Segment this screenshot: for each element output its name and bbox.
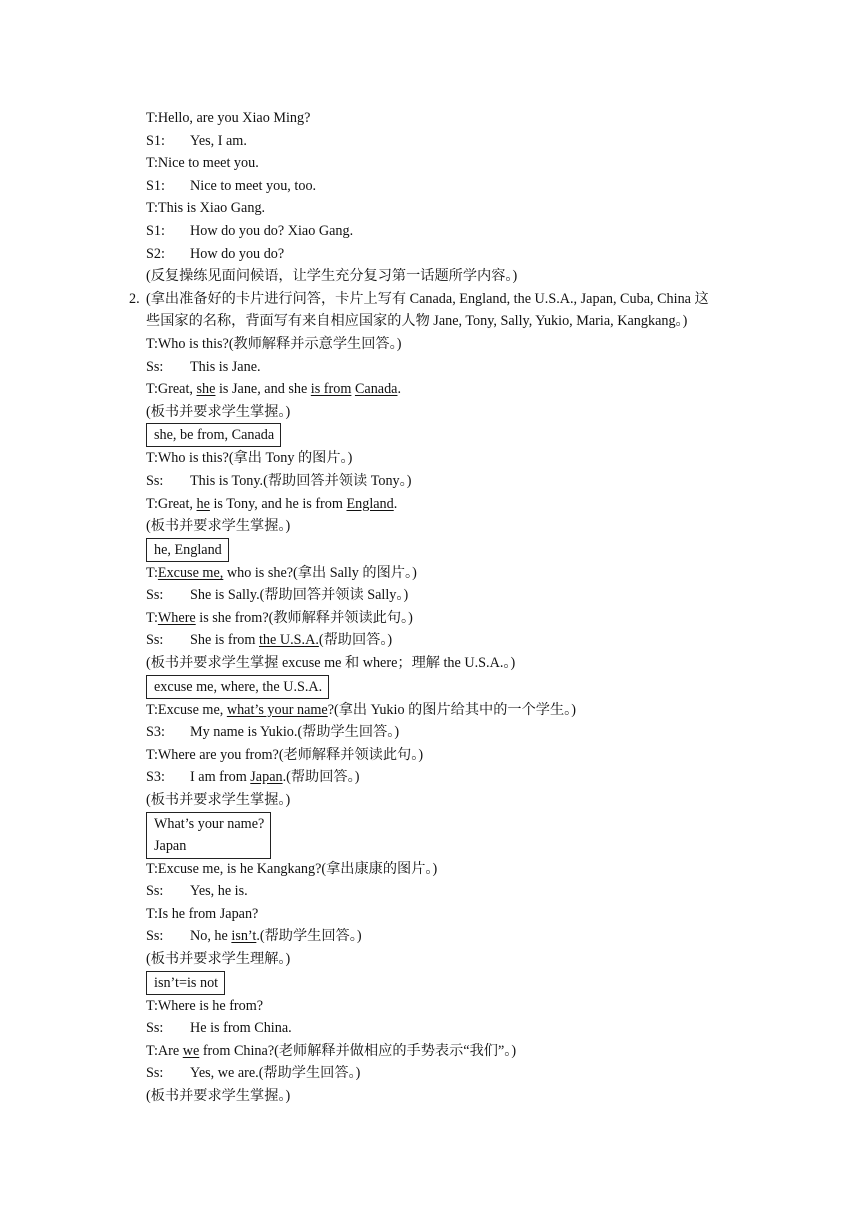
blackboard-box — [0, 538, 860, 562]
line-text: (板书并要求学生掌握。) — [146, 792, 291, 809]
speaker-label: Ss: — [146, 1020, 164, 1037]
line-text: My name is Yukio.(帮助学生回答。) — [190, 724, 400, 741]
underlined-phrase: the U.S.A. — [258, 632, 319, 649]
blackboard-box — [0, 971, 860, 995]
speaker-label: Ss: — [146, 632, 164, 649]
line-text: T:Excuse me, — [146, 701, 227, 718]
line-text: (板书并要求学生掌握。) — [146, 1087, 291, 1104]
line-text: Yes, I am. — [190, 132, 247, 149]
line-text: T:Nice to meet you. — [146, 155, 259, 172]
line-text: T: — [146, 609, 158, 626]
underlined-phrase: she — [196, 381, 216, 398]
blackboard-box-text: Japan — [154, 838, 187, 855]
line-text: This is Tony.(帮助回答并领读 Tony。) — [190, 472, 412, 489]
dialogue-line — [0, 175, 860, 198]
text-line — [0, 652, 860, 675]
blackboard-box — [0, 423, 860, 447]
speaker-label: Ss: — [146, 587, 164, 604]
speaker-label: S1: — [146, 177, 165, 194]
line-text: ?(拿出 Yukio 的图片给其中的一个学生。) — [327, 701, 576, 718]
line-text: T:Great, — [146, 381, 197, 398]
line-text: . — [393, 495, 398, 512]
line-text: T: — [146, 564, 158, 581]
blackboard-box-text: excuse me, where, the U.S.A. — [154, 678, 323, 695]
blackboard-box — [0, 675, 860, 699]
underlined-phrase: England — [346, 495, 394, 512]
blackboard-box-text: isn’t=is not — [154, 974, 219, 991]
underlined-phrase: Excuse me, — [157, 564, 224, 581]
dialogue-line — [0, 243, 860, 266]
underlined-phrase: Canada — [354, 381, 398, 398]
dialogue-line — [0, 629, 860, 652]
underlined-phrase: what’s your name — [226, 701, 328, 718]
line-text: is she from?(教师解释并领读此句。) — [195, 609, 413, 626]
underlined-phrase: we — [182, 1042, 200, 1059]
text-line — [0, 903, 860, 926]
text-line — [0, 789, 860, 812]
line-text: (帮助回答。) — [318, 632, 393, 649]
line-text: T:Where are you from?(老师解释并领读此句。) — [146, 746, 424, 763]
dialogue-line — [0, 584, 860, 607]
line-text: 些国家的名称，背面写有来自相应国家的人物 Jane, Tony, Sally, Yukio, Maria, Kangkang。) — [146, 313, 688, 330]
line-text: who is she?(拿出 Sally 的图片。) — [223, 564, 417, 581]
line-text: This is Jane. — [190, 358, 261, 375]
item-number: 2. — [129, 290, 140, 307]
blackboard-box-text: he, England — [154, 541, 222, 558]
line-text: from China?(老师解释并做相应的手势表示“我们”。) — [199, 1042, 517, 1059]
line-text: How do you do? Xiao Gang. — [190, 222, 354, 239]
line-text: (板书并要求学生理解。) — [146, 951, 291, 967]
dialogue-line — [0, 880, 860, 903]
speaker-label: S3: — [146, 769, 165, 786]
speaker-label: Ss: — [146, 472, 164, 489]
text-line — [0, 607, 860, 630]
line-text: T:Great, — [146, 495, 197, 512]
text-line — [0, 493, 860, 516]
dialogue-line — [0, 1062, 860, 1085]
line-text: No, he — [190, 928, 232, 945]
text-line — [0, 107, 860, 130]
speaker-label: S3: — [146, 724, 165, 741]
line-text: Yes, we are.(帮助学生回答。) — [190, 1065, 361, 1082]
text-line — [0, 948, 860, 971]
blackboard-box-frame — [146, 423, 281, 447]
line-text: (板书并要求学生掌握 excuse me 和 where；理解 the U.S.A.。) — [146, 655, 516, 672]
text-line — [0, 515, 860, 538]
text-line — [0, 1085, 860, 1108]
text-line — [0, 562, 860, 585]
line-text: T:Are — [146, 1042, 183, 1059]
dialogue-line — [0, 130, 860, 153]
speaker-label: Ss: — [146, 1065, 164, 1082]
text-line — [0, 152, 860, 175]
line-text: (板书并要求学生掌握。) — [146, 403, 291, 420]
blackboard-box-frame — [146, 675, 329, 699]
speaker-label: S2: — [146, 245, 165, 262]
line-text: (板书并要求学生掌握。) — [146, 518, 291, 535]
text-line — [0, 401, 860, 424]
line-text: .(帮助回答。) — [282, 769, 360, 786]
dialogue-line — [0, 925, 860, 948]
line-text: I am from — [190, 769, 251, 786]
line-text: Nice to meet you, too. — [190, 177, 317, 194]
line-text: . — [397, 381, 402, 398]
underlined-phrase: isn’t — [231, 928, 257, 945]
line-text: She is Sally.(帮助回答并领读 Sally。) — [190, 587, 409, 604]
underlined-phrase: he — [196, 495, 210, 512]
underlined-phrase: Japan — [250, 769, 283, 786]
line-text: .(帮助学生回答。) — [256, 928, 362, 945]
text-line — [0, 333, 860, 356]
line-text: T:Is he from Japan? — [146, 905, 259, 922]
line-text: She is from — [190, 632, 259, 649]
line-text: is Tony, and he is from — [209, 495, 347, 512]
line-text: T:Who is this?(教师解释并示意学生回答。) — [146, 335, 402, 352]
line-text: T:This is Xiao Gang. — [146, 200, 266, 217]
dialogue-line — [0, 356, 860, 379]
speaker-label: Ss: — [146, 358, 164, 375]
dialogue-line — [0, 220, 860, 243]
line-text: (反复操练见面问候语，让学生充分复习第一话题所学内容。) — [146, 268, 518, 285]
line-text: T:Where is he from? — [146, 997, 264, 1014]
speaker-label: S1: — [146, 222, 165, 239]
blackboard-box-text: What’s your name? — [154, 815, 265, 832]
text-line — [0, 265, 860, 288]
text-line — [0, 699, 860, 722]
line-text: Yes, he is. — [190, 883, 248, 900]
underlined-phrase: is from — [310, 381, 352, 398]
text-line — [0, 447, 860, 470]
text-line — [0, 310, 860, 333]
blackboard-box-frame — [146, 538, 229, 562]
dialogue-line — [0, 1017, 860, 1040]
text-line — [0, 197, 860, 220]
line-text: (拿出准备好的卡片进行问答，卡片上写有 Canada, England, the U.S.A., Japan, Cuba, China 这 — [146, 290, 709, 307]
line-text: T:Hello, are you Xiao Ming? — [146, 110, 311, 126]
blackboard-box — [0, 812, 860, 858]
text-line — [0, 288, 860, 311]
text-line — [0, 1040, 860, 1063]
speaker-label: Ss: — [146, 928, 164, 945]
text-line — [0, 858, 860, 881]
line-text: T:Excuse me, is he Kangkang?(拿出康康的图片。) — [146, 860, 438, 877]
text-line — [0, 995, 860, 1018]
dialogue-line — [0, 470, 860, 493]
text-line — [0, 744, 860, 767]
line-text: How do you do? — [190, 245, 285, 262]
speaker-label: S1: — [146, 132, 165, 149]
text-line — [0, 378, 860, 401]
blackboard-box-frame — [146, 812, 271, 859]
blackboard-box-text: she, be from, Canada — [154, 427, 275, 444]
speaker-label: Ss: — [146, 883, 164, 900]
dialogue-line — [0, 766, 860, 789]
dialogue-line — [0, 721, 860, 744]
blackboard-box-frame — [146, 971, 225, 995]
lesson-plan-document — [0, 107, 860, 1108]
line-text: T:Who is this?(拿出 Tony 的图片。) — [146, 450, 353, 467]
underlined-phrase: Where — [157, 609, 196, 626]
line-text: He is from China. — [190, 1020, 292, 1037]
line-text: is Jane, and she — [215, 381, 311, 398]
